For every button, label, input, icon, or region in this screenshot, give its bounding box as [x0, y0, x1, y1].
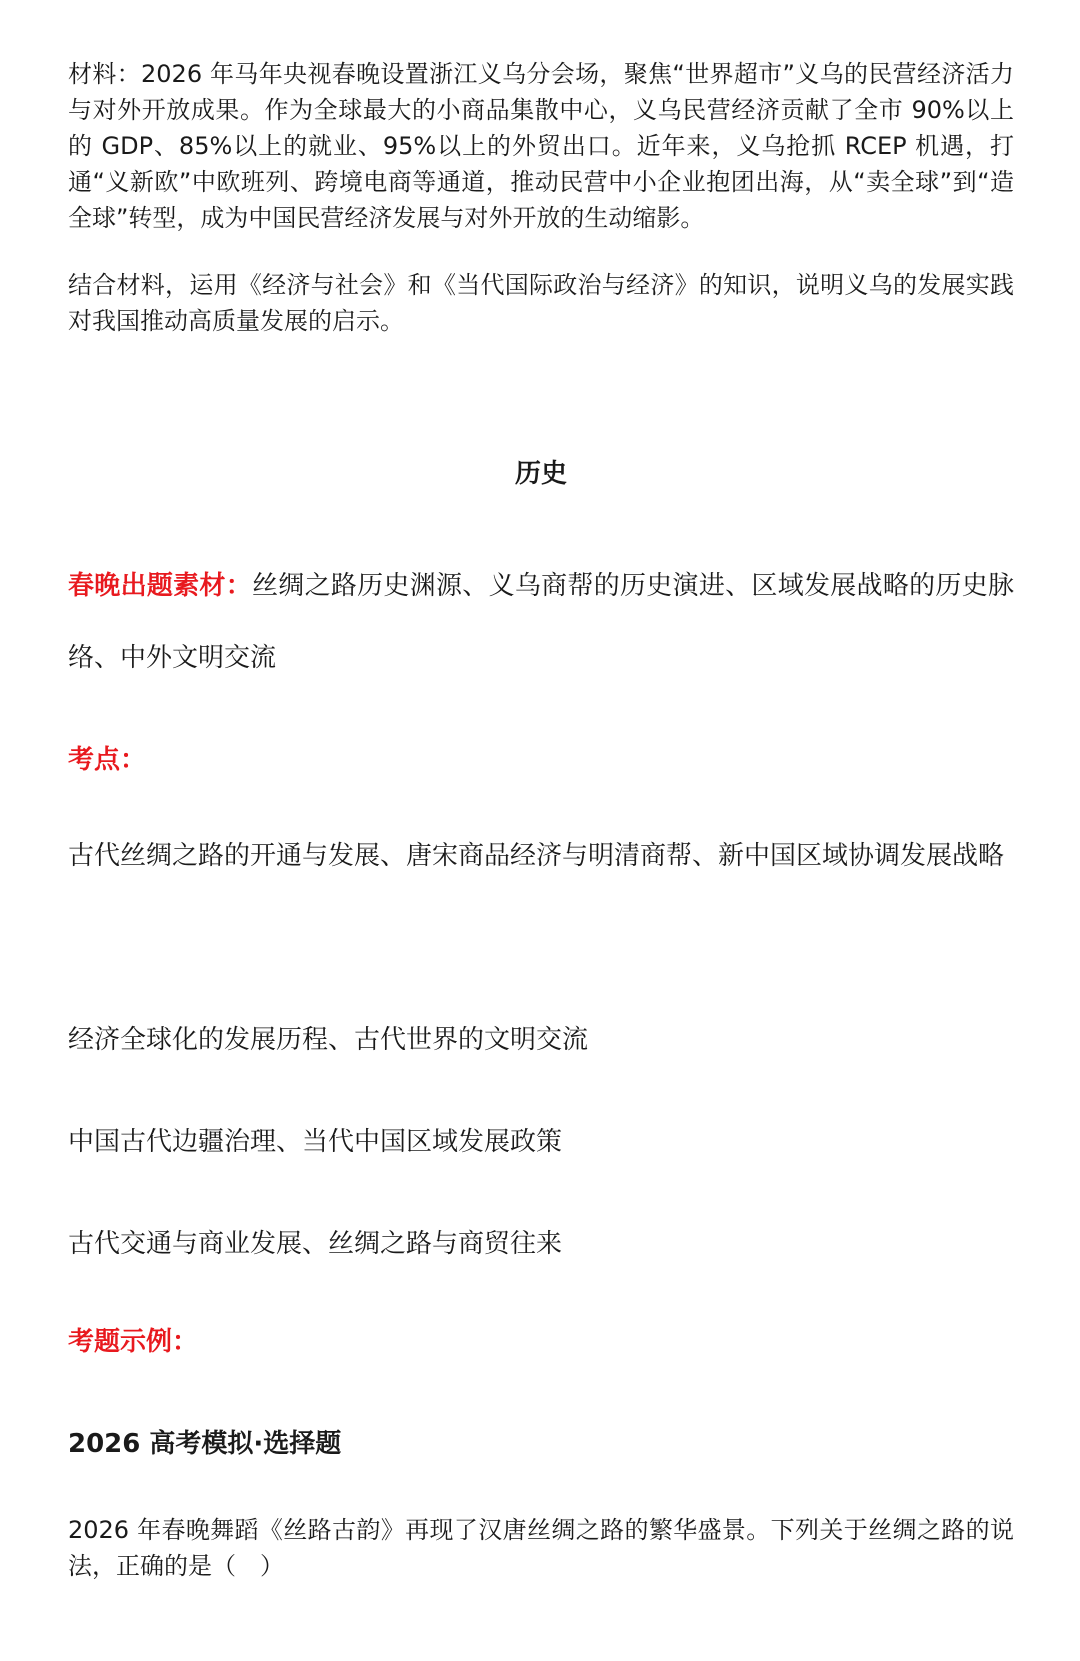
mock-exam-title: 2026 高考模拟·选择题 [68, 1429, 342, 1459]
example-heading: 考题示例： [68, 1327, 199, 1357]
material-paragraph: 材料：2026 年马年央视春晚设置浙江义乌分会场，聚焦“世界超市”义乌的民营经济活力与对外开放成果。作为全球最大的小商品集散中心，义乌民营经济贡献了全市 90%以上的 GDP、85%以上的就业、95%以上的外贸出口。近年来，义乌抢抓 RCEP 机遇，打通“义新欧”中欧班列、跨境电商等通道，推动民营中小企业抱团出海，从“卖全球”到“造全球”转型，成为中国民营经济发展与对外开放的生动缩影。 [68, 60, 1014, 232]
point-item: 经济全球化的发展历程、古代世界的文明交流 [68, 1025, 589, 1055]
point-item: 古代丝绸之路的开通与发展、唐宋商品经济与明清商帮、新中国区域协调发展战略 [68, 841, 1005, 871]
point-item: 中国古代边疆治理、当代中国区域发展政策 [68, 1127, 563, 1157]
point-item: 古代交通与商业发展、丝绸之路与商贸往来 [68, 1229, 563, 1259]
question-paragraph: 结合材料，运用《经济与社会》和《当代国际政治与经济》的知识，说明义乌的发展实践对我国推动高质量发展的启示。 [68, 271, 1014, 335]
source-paragraph [68, 550, 1014, 694]
section-title-history: 历史 [514, 459, 567, 489]
mock-exam-question: 2026 年春晚舞蹈《丝路古韵》再现了汉唐丝绸之路的繁华盛景。下列关于丝绸之路的说法，正确的是（ ） [68, 1516, 1014, 1580]
points-heading: 考点： [68, 745, 147, 775]
source-label: 春晚出题素材： [68, 571, 252, 601]
source-text: 丝绸之路历史渊源、义乌商帮的历史演进、区域发展战略的历史脉络、中外文明交流 [68, 571, 1014, 673]
